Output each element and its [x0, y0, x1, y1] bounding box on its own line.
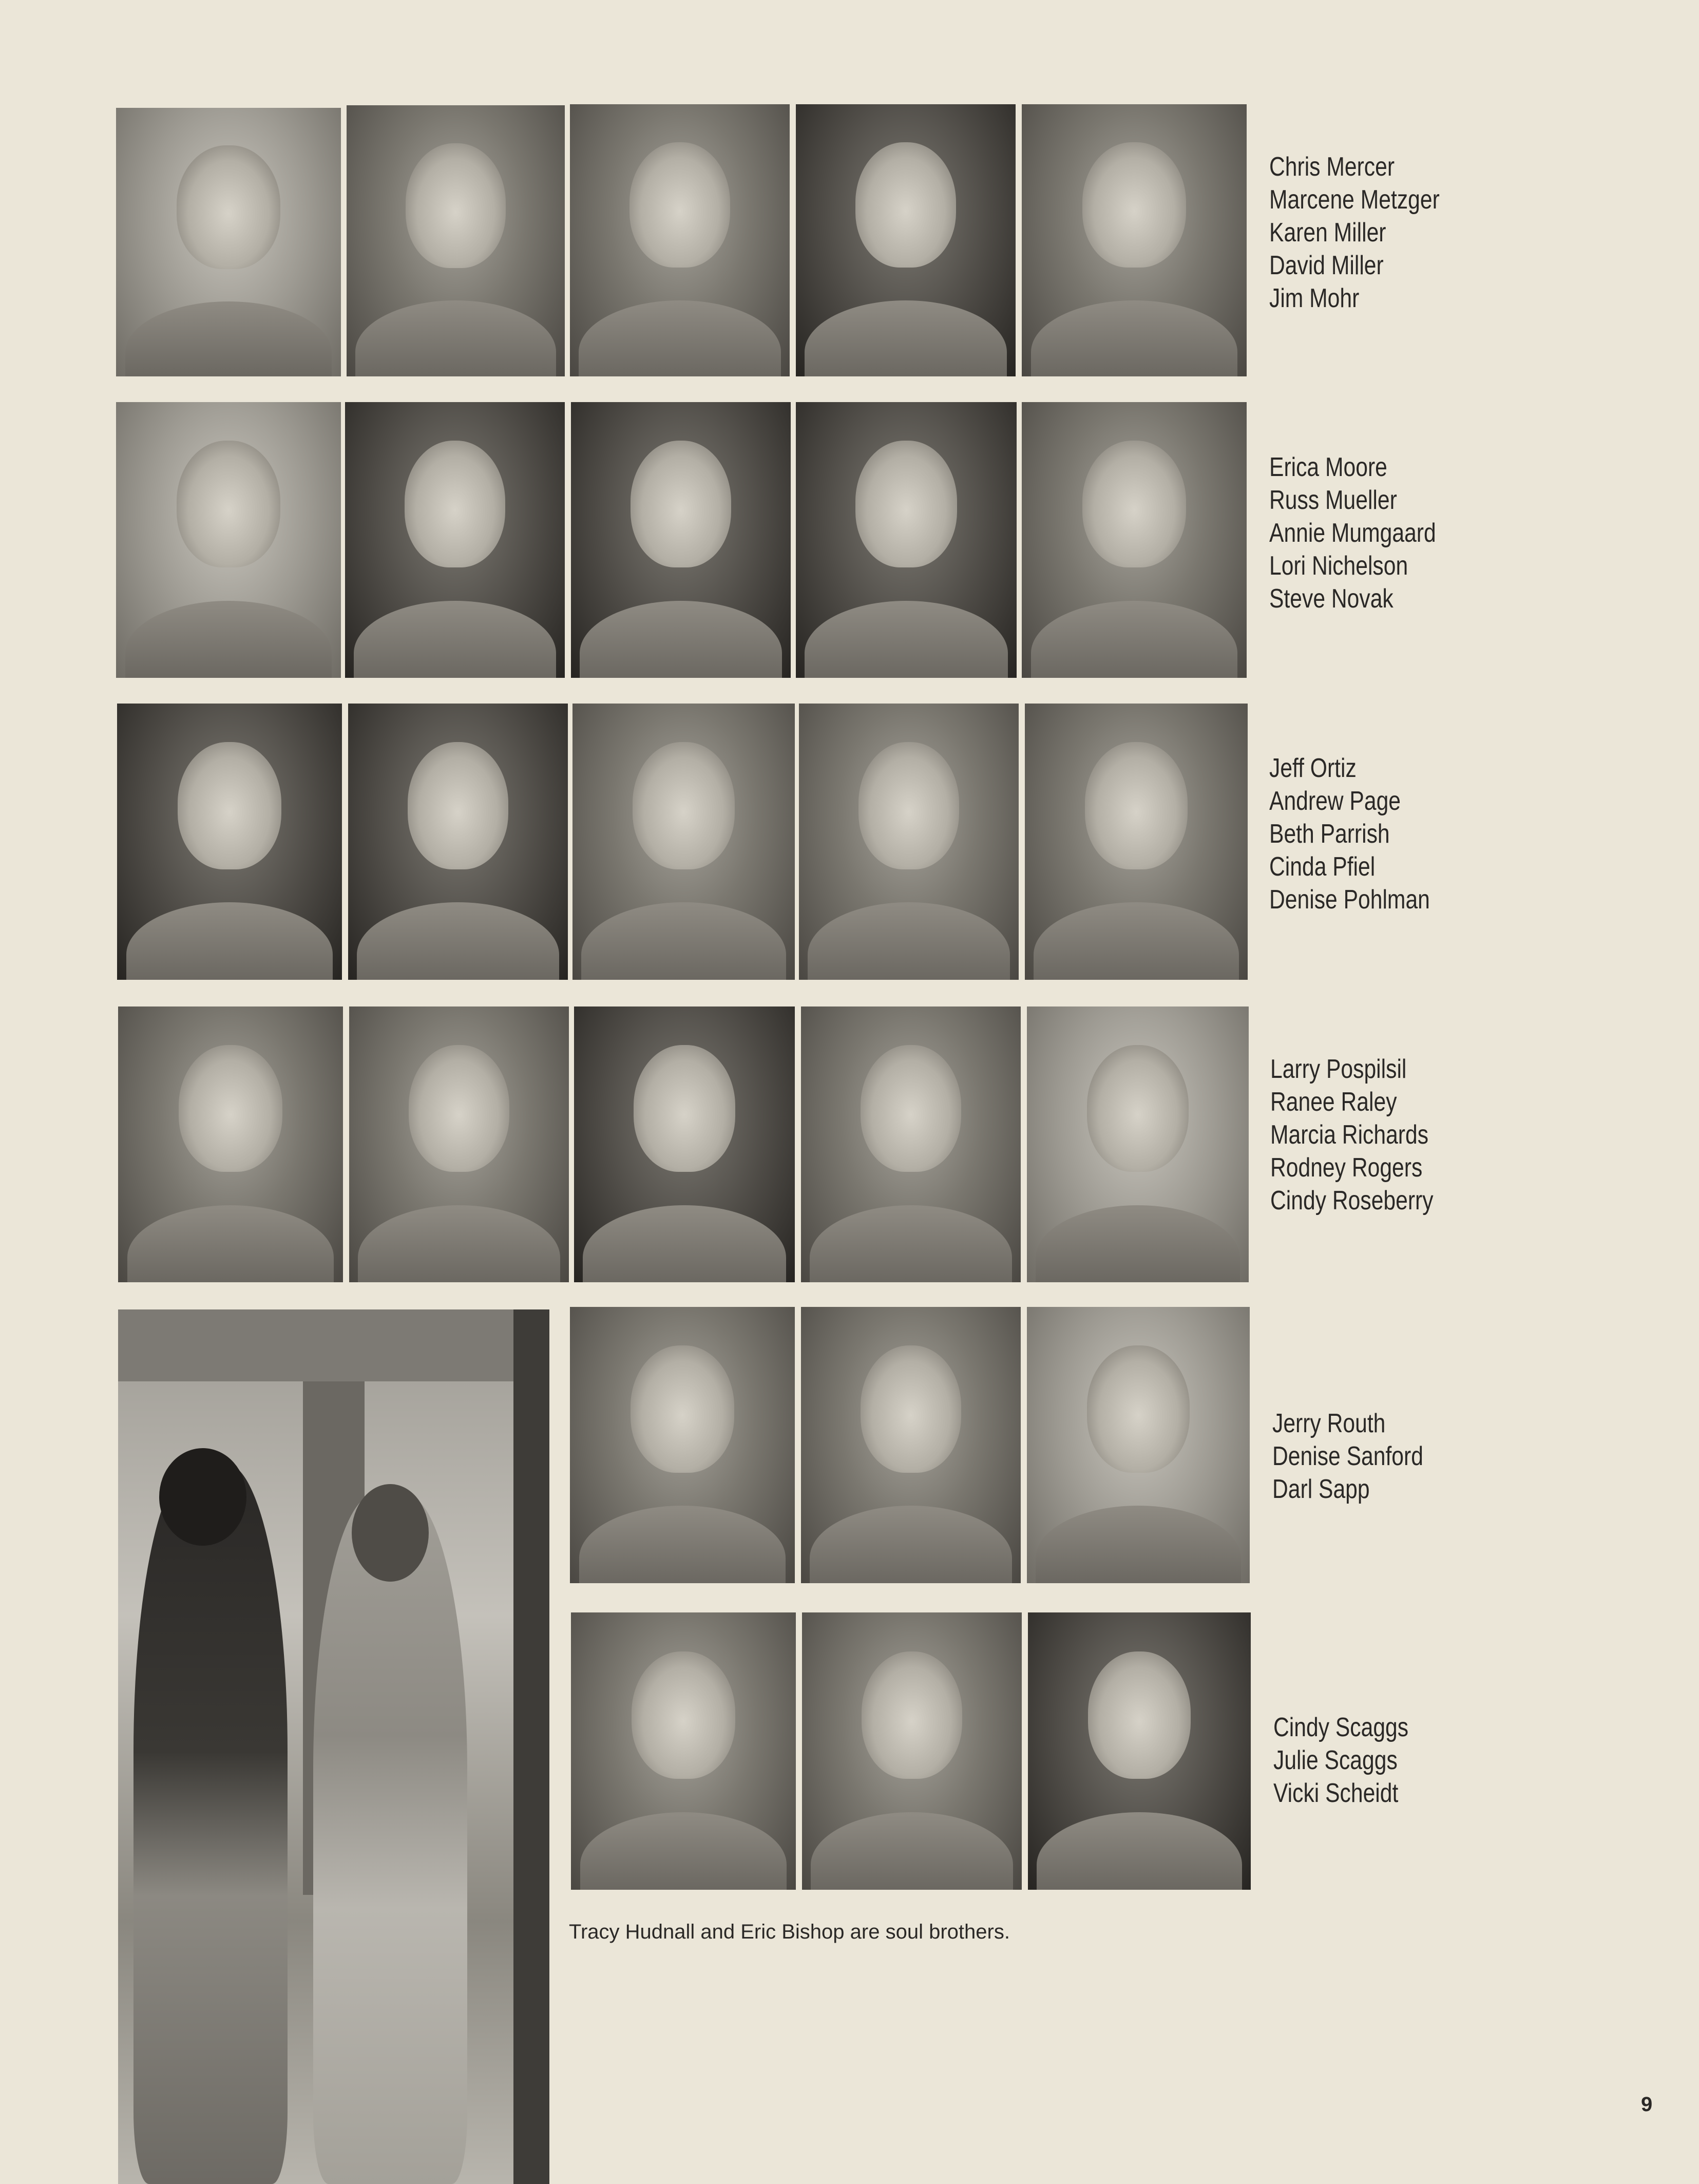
portrait-jerry-routh	[570, 1307, 795, 1583]
portrait-erica-moore	[116, 402, 341, 678]
student-name: Andrew Page	[1269, 786, 1401, 816]
student-name: Annie Mumgaard	[1269, 518, 1436, 548]
portrait-rodney-rogers	[801, 1006, 1021, 1282]
student-name: Lori Nichelson	[1269, 551, 1408, 581]
student-name: Cinda Pfiel	[1269, 852, 1376, 882]
student-name: Jerry Routh	[1272, 1409, 1386, 1438]
student-name: Darl Sapp	[1272, 1474, 1370, 1504]
portrait-steve-novak	[1022, 402, 1247, 678]
student-name: Jeff Ortiz	[1269, 753, 1357, 783]
portrait-julie-scaggs	[802, 1612, 1022, 1890]
student-name: Cindy Roseberry	[1270, 1186, 1434, 1216]
student-name: Rodney Rogers	[1270, 1153, 1423, 1183]
student-name: Marcia Richards	[1270, 1120, 1429, 1150]
student-name: Marcene Metzger	[1269, 185, 1440, 215]
student-name: Steve Novak	[1269, 584, 1393, 614]
student-name: Cindy Scaggs	[1273, 1713, 1409, 1742]
student-name: Larry Pospilsil	[1270, 1054, 1407, 1084]
portrait-beth-parrish	[572, 704, 795, 980]
student-name: Russ Mueller	[1269, 485, 1397, 515]
student-name: David Miller	[1269, 251, 1384, 280]
name-list-row-5	[1272, 1407, 1423, 1506]
portrait-marcene-metzger	[347, 105, 565, 376]
portrait-marcia-richards	[574, 1006, 795, 1282]
portrait-karen-miller	[570, 104, 790, 376]
page-number: 9	[1641, 2093, 1653, 2116]
name-list-row-1	[1269, 150, 1440, 315]
portrait-vicki-scheidt	[1028, 1612, 1251, 1890]
portrait-cindy-scaggs	[571, 1612, 796, 1890]
student-name: Karen Miller	[1269, 218, 1386, 248]
portrait-jim-mohr	[1022, 104, 1247, 376]
student-name: Julie Scaggs	[1273, 1745, 1398, 1775]
student-name: Beth Parrish	[1269, 819, 1390, 849]
candid-hallway-photo	[118, 1309, 549, 2184]
portrait-denise-sanford	[801, 1307, 1021, 1583]
portrait-russ-mueller	[345, 402, 565, 678]
portrait-darl-sapp	[1027, 1307, 1250, 1583]
student-name: Vicki Scheidt	[1273, 1778, 1399, 1808]
portrait-david-miller	[796, 104, 1016, 376]
student-name: Ranee Raley	[1270, 1087, 1397, 1117]
student-name: Denise Pohlman	[1269, 885, 1430, 915]
portrait-andrew-page	[348, 704, 568, 980]
name-list-row-2	[1269, 451, 1436, 615]
portrait-cindy-roseberry	[1027, 1006, 1249, 1282]
student-name: Erica Moore	[1269, 452, 1387, 482]
name-list-row-4	[1270, 1053, 1434, 1217]
student-name: Denise Sanford	[1272, 1441, 1423, 1471]
portrait-larry-pospilsil	[118, 1006, 343, 1282]
name-list-row-3	[1269, 752, 1430, 916]
photo-caption: Tracy Hudnall and Eric Bishop are soul brothers.	[569, 1921, 1010, 1943]
portrait-chris-mercer	[116, 108, 341, 376]
portrait-ranee-raley	[349, 1006, 569, 1282]
portrait-cinda-pfiel	[799, 704, 1019, 980]
portrait-denise-pohlman	[1025, 704, 1248, 980]
student-name: Jim Mohr	[1269, 283, 1360, 313]
portrait-jeff-ortiz	[117, 704, 342, 980]
name-list-row-6	[1273, 1711, 1408, 1810]
portrait-annie-mumgaard	[571, 402, 791, 678]
portrait-lori-nichelson	[796, 402, 1017, 678]
student-name: Chris Mercer	[1269, 152, 1395, 182]
